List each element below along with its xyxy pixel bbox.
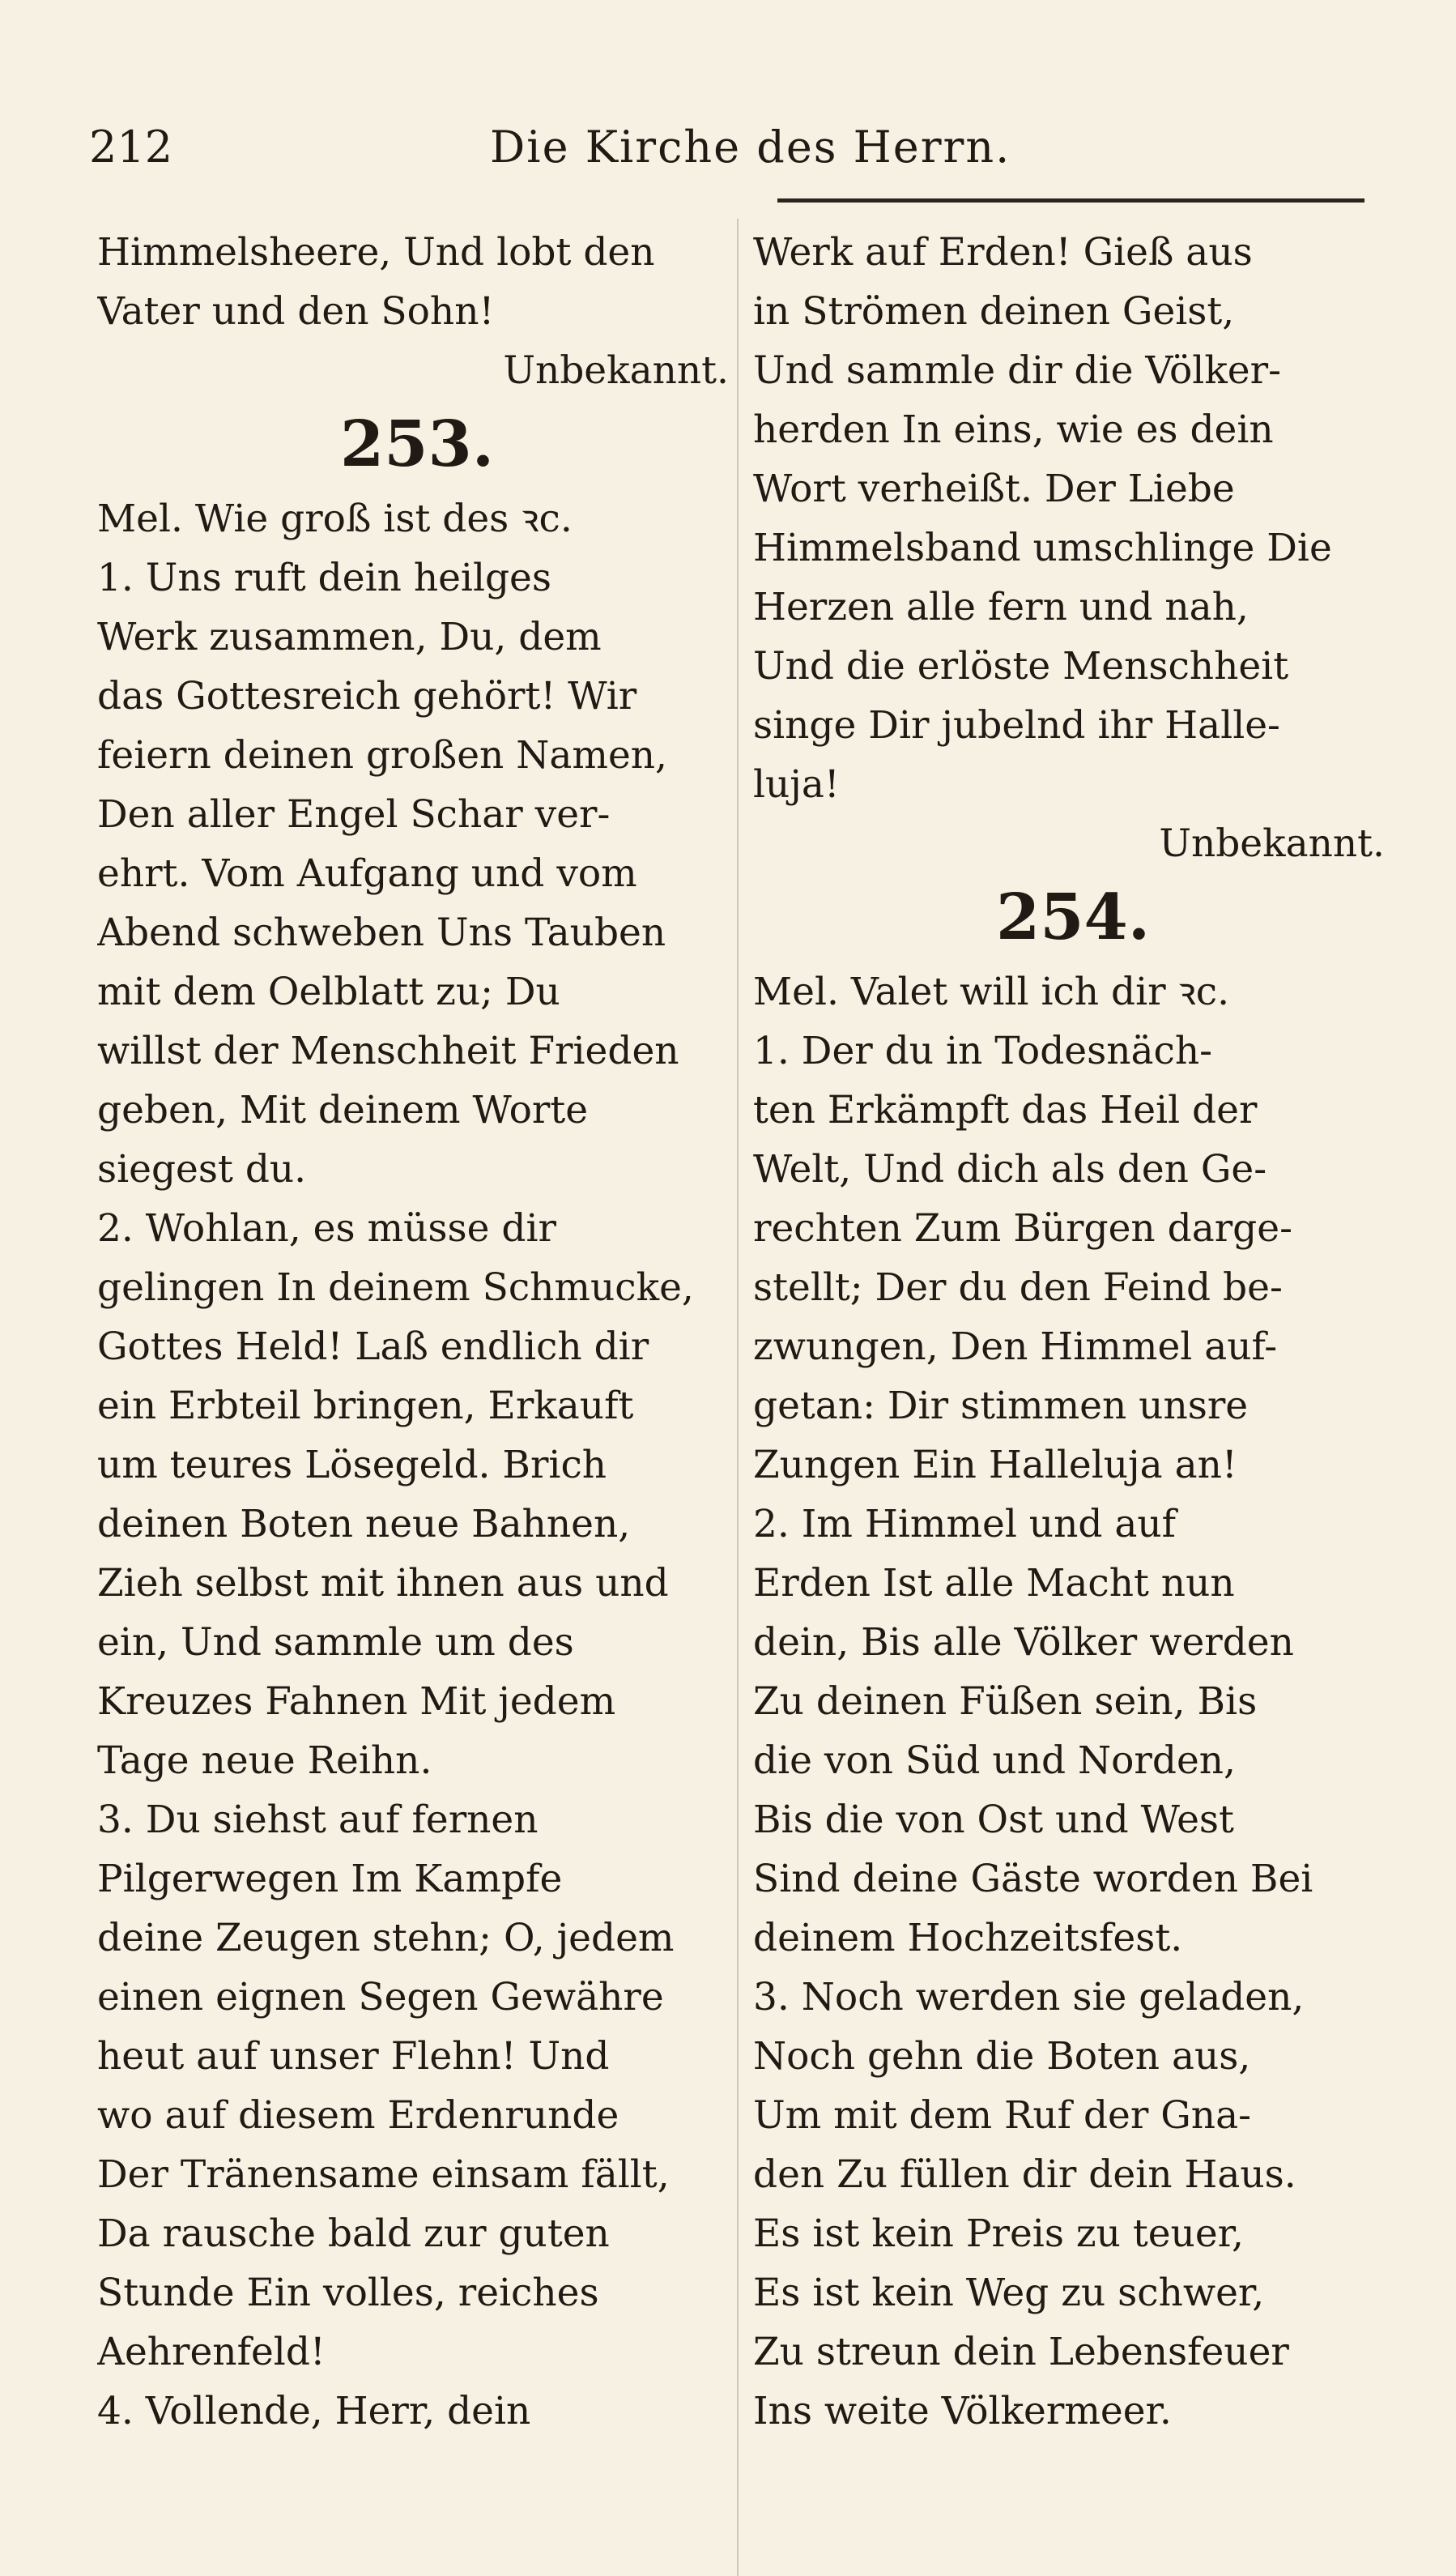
text-line: die von Süd und Norden, [753,1738,1236,1783]
text-line: den Zu füllen dir dein Haus. [753,2152,1296,2197]
text-line: dein, Bis alle Völker werden [753,1620,1294,1665]
text-line: herden In eins, wie es dein [753,407,1274,452]
text-line: Himmelsband umschlinge Die [753,526,1332,570]
text-line: 3. Du siehst auf fernen [97,1798,539,1842]
text-line: Gottes Held! Laß endlich dir [97,1324,649,1369]
column-divider [737,219,739,2576]
text-line: 2. Im Himmel und auf [753,1502,1177,1546]
melody-line: Mel. Valet will ich dir ꝛc. [753,970,1230,1014]
hymn-number: 253. [340,407,494,481]
text-line: zwungen, Den Himmel auf- [753,1324,1278,1369]
text-line: ten Erkämpft das Heil der [753,1088,1258,1132]
text-line: Erden Ist alle Macht nun [753,1561,1235,1606]
text-line: Stunde Ein volles, reiches [97,2271,599,2315]
text-line: Ins weite Völkermeer. [753,2389,1172,2433]
text-line: mit dem Oelblatt zu; Du [97,970,560,1014]
text-line: Himmelsheere, Und lobt den [97,230,655,275]
text-line: luja! [753,762,840,807]
text-line: 1. Der du in Todesnäch- [753,1029,1213,1073]
page-number: 212 [89,122,173,173]
text-line: Abend schweben Uns Tauben [97,911,666,955]
text-line: Kreuzes Fahnen Mit jedem [97,1679,616,1724]
text-line: Und sammle dir die Völker- [753,348,1281,393]
right-hymn-body [753,1021,1393,2441]
text-line: 1. Uns ruft dein heilges [97,556,551,600]
text-line: Pilgerwegen Im Kampfe [97,1857,563,1901]
running-title: Die Kirche des Herrn. [490,122,1011,173]
page-header [89,122,1360,178]
text-line: Den aller Engel Schar ver- [97,792,611,837]
text-line: Und die erlöste Menschheit [753,644,1289,689]
text-line: geben, Mit deinem Worte [97,1088,589,1132]
text-line: Es ist kein Weg zu schwer, [753,2271,1265,2315]
text-line: Herzen alle fern und nah, [753,585,1249,629]
text-line: Es ist kein Preis zu teuer, [753,2211,1244,2256]
hymn-number: 254. [996,881,1150,954]
text-line: Zungen Ein Halleluja an! [753,1443,1237,1487]
text-line: willst der Menschheit Frieden [97,1029,679,1073]
text-line: Aehrenfeld! [97,2330,326,2374]
text-line: in Strömen deinen Geist, [753,289,1235,334]
text-line: Wort verheißt. Der Liebe [753,467,1235,511]
text-line: 3. Noch werden sie geladen, [753,1975,1305,2019]
text-line: getan: Dir stimmen unsre [753,1384,1249,1428]
text-line: Welt, Und dich als den Ge- [753,1147,1267,1192]
text-line: einen eignen Segen Gewähre [97,1975,664,2019]
text-line: wo auf diesem Erdenrunde [97,2093,619,2138]
right-top-lines [753,223,1393,814]
left-column [97,223,737,2441]
text-line: siegest du. [97,1147,307,1192]
text-line: Da rausche bald zur guten [97,2211,610,2256]
text-line: das Gottesreich gehört! Wir [97,674,637,719]
text-line: singe Dir jubelnd ihr Halle- [753,703,1280,748]
text-line: gelingen In deinem Schmucke, [97,1265,694,1310]
text-line: ein Erbteil bringen, Erkauft [97,1384,634,1428]
text-line: deine Zeugen stehn; O, jedem [97,1916,675,1960]
right-column [753,223,1393,2441]
text-line: Vater und den Sohn! [97,289,495,334]
left-hymn-body [97,548,737,2441]
left-top-lines [97,223,737,341]
text-line: ehrt. Vom Aufgang und vom [97,851,637,896]
hymn-attribution: Unbekannt. [503,348,729,393]
text-line: stellt; Der du den Feind be- [753,1265,1283,1310]
text-line: feiern deinen großen Namen, [97,733,667,778]
text-line: Werk zusammen, Du, dem [97,615,602,659]
text-line: Zieh selbst mit ihnen aus und [97,1561,669,1606]
text-line: 2. Wohlan, es müsse dir [97,1206,556,1251]
text-line: Bis die von Ost und West [753,1798,1234,1842]
header-rule [777,198,1364,203]
text-line: Sind deine Gäste worden Bei [753,1857,1313,1901]
text-line: Tage neue Reihn. [97,1738,432,1783]
melody-line: Mel. Wie groß ist des ꝛc. [97,497,573,541]
text-line: deinem Hochzeitsfest. [753,1916,1183,1960]
text-line: Zu streun dein Lebensfeuer [753,2330,1289,2374]
text-line: Noch gehn die Boten aus, [753,2034,1251,2079]
text-line: deinen Boten neue Bahnen, [97,1502,631,1546]
text-line: Zu deinen Füßen sein, Bis [753,1679,1258,1724]
text-line: heut auf unser Flehn! Und [97,2034,610,2079]
text-line: ein, Und sammle um des [97,1620,574,1665]
text-line: Der Tränensame einsam fällt, [97,2152,670,2197]
text-line: Werk auf Erden! Gieß aus [753,230,1253,275]
hymn-attribution: Unbekannt. [1159,821,1385,866]
text-line: 4. Vollende, Herr, dein [97,2389,531,2433]
text-line: Um mit dem Ruf der Gna- [753,2093,1251,2138]
text-line: rechten Zum Bürgen darge- [753,1206,1292,1251]
text-line: um teures Lösegeld. Brich [97,1443,607,1487]
